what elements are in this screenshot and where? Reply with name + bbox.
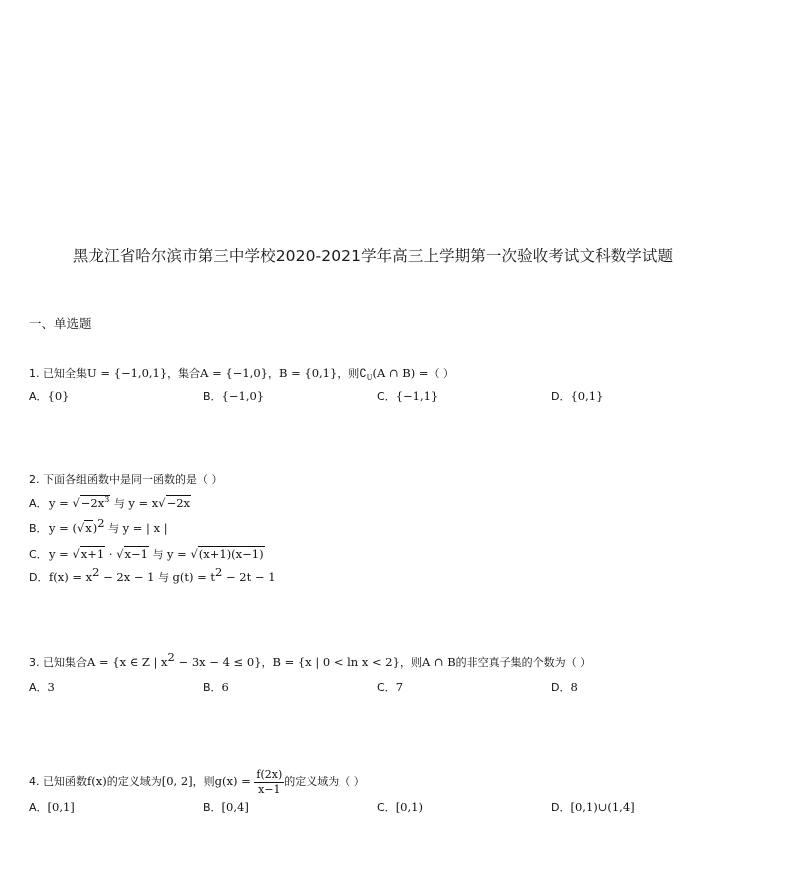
- q1-text-2: ，集合: [167, 367, 201, 380]
- q1-option-a[interactable]: [29, 388, 69, 405]
- math: ·: [105, 547, 117, 561]
- q4-text-4: 的定义域为（ ）: [284, 775, 365, 788]
- math-radicand: x: [85, 521, 92, 535]
- q4-math-2: [0, 2]: [161, 774, 193, 788]
- q1-text-5: （ ）: [428, 367, 455, 380]
- q3-text-1: 3. 已知集合: [29, 656, 87, 669]
- q2-option-a[interactable]: A．$y = √-2x^3$ 与 y = x√−2x: [29, 494, 191, 513]
- q1-option-d[interactable]: [551, 388, 603, 405]
- math-sup: 2: [97, 516, 105, 530]
- q2-option-b[interactable]: B．$y = (√x)^2$ 与 y = | x |: [29, 519, 168, 538]
- connector-text: 与: [113, 497, 125, 510]
- q3-math-1: A = {x ∈ Z | x: [87, 655, 168, 669]
- option-value: [0,1]: [47, 800, 75, 814]
- option-label: A．: [29, 497, 48, 510]
- q1-math-4-sub: U: [366, 374, 373, 383]
- option-value: 6: [221, 680, 229, 694]
- option-label: D．: [551, 390, 571, 403]
- connector-text: 与: [108, 522, 120, 535]
- option-label: D．: [551, 681, 571, 694]
- q4-math-3: g(x) =: [214, 774, 255, 788]
- option-label: A．: [29, 390, 48, 403]
- option-value: {0}: [47, 389, 70, 403]
- math: ): [92, 521, 98, 535]
- math: − 2t − 1: [222, 570, 276, 584]
- q2-option-c[interactable]: C．y = √x+1 · √x−1 与 y = √(x+1)(x−1): [29, 545, 265, 564]
- q3-text-2: ，: [261, 656, 273, 669]
- math-radicand: (x+1)(x−1): [198, 547, 264, 561]
- option-value: {−1,0}: [221, 389, 265, 403]
- option-value: 8: [570, 680, 578, 694]
- q3-option-b[interactable]: [203, 679, 229, 696]
- math: y =: [49, 496, 73, 510]
- option-value: 3: [47, 680, 55, 694]
- q3-math-4: A ∩ B: [421, 655, 456, 669]
- q3-text-4: 的非空真子集的个数为（ ）: [455, 656, 592, 669]
- q3-option-a[interactable]: [29, 679, 55, 696]
- math-radicand: −2x: [166, 496, 191, 510]
- section-heading: 一、单选题: [29, 316, 92, 331]
- q1-math-3: B = {0,1}: [278, 366, 338, 380]
- q4-text-3: ，则: [192, 775, 215, 788]
- option-label: D．: [551, 801, 571, 814]
- q1-option-b[interactable]: [203, 388, 264, 405]
- math: −2x: [80, 496, 105, 510]
- q1-text-1: 1. 已知全集: [29, 367, 87, 380]
- option-value: {0,1}: [570, 389, 604, 403]
- math-sup: 3: [104, 495, 110, 504]
- math-sup: 2: [215, 565, 223, 579]
- math-radicand: x−1: [124, 547, 148, 561]
- q2-option-d[interactable]: [29, 565, 276, 587]
- q3-math-sup: 2: [167, 650, 175, 664]
- question-3-stem: [29, 650, 592, 671]
- q1-math-1: U = {−1,0,1}: [87, 366, 168, 380]
- math: y = x: [128, 496, 159, 510]
- option-label: A．: [29, 801, 48, 814]
- q4-option-c[interactable]: [377, 799, 423, 816]
- option-value: {−1,1}: [395, 389, 439, 403]
- math: y = | x |: [122, 521, 168, 535]
- q3-option-d[interactable]: [551, 679, 578, 696]
- question-4-stem: [29, 766, 365, 797]
- page-title: 黑龙江省哈尔滨市第三中学校2020-2021学年高三上学期第一次验收考试文科数学试题: [72, 247, 674, 265]
- q1-math-2: A = {−1,0}: [200, 366, 268, 380]
- q4-option-b[interactable]: [203, 799, 249, 816]
- q1-math-5: (A ∩ B) =: [372, 366, 429, 380]
- option-label: B．: [203, 801, 222, 814]
- option-label: D．: [29, 571, 49, 584]
- option-label: C．: [377, 390, 396, 403]
- q4-option-a[interactable]: [29, 799, 75, 816]
- connector-text: 与: [158, 571, 169, 584]
- option-label: B．: [203, 390, 222, 403]
- option-label: B．: [203, 681, 222, 694]
- option-label: B．: [29, 522, 48, 535]
- q3-math-3: B = {x | 0 < ln x < 2}: [272, 655, 400, 669]
- math: − 2x − 1: [99, 570, 155, 584]
- option-value: [0,1): [395, 800, 423, 814]
- option-label: C．: [377, 801, 396, 814]
- q3-option-c[interactable]: [377, 679, 403, 696]
- option-label: C．: [29, 548, 48, 561]
- q3-text-3: ，则: [399, 656, 422, 669]
- q4-text-2: 的定义域为: [106, 775, 162, 788]
- math-sup: 2: [92, 565, 100, 579]
- q1-math-4: ∁: [359, 366, 367, 380]
- option-value: [0,4]: [221, 800, 249, 814]
- q1-text-3: ，: [267, 367, 279, 380]
- fraction-numerator: f(2x): [256, 767, 283, 781]
- math: f(x) = x: [49, 570, 93, 584]
- q4-option-d[interactable]: [551, 799, 635, 816]
- math-radicand: x+1: [80, 547, 105, 561]
- math: y = (: [49, 521, 77, 535]
- math: y =: [49, 547, 73, 561]
- q4-text-1: 4. 已知函数: [29, 775, 87, 788]
- math: y =: [166, 547, 191, 561]
- q4-math-1: f(x): [87, 774, 107, 788]
- q4-fraction: [254, 768, 284, 797]
- option-value: [0,1)∪(1,4]: [570, 800, 635, 814]
- math: g(t) = t: [172, 570, 216, 584]
- option-label: A．: [29, 681, 48, 694]
- connector-text: 与: [152, 548, 164, 561]
- question-2-stem: 2. 下面各组函数中是同一函数的是（ ）: [29, 473, 223, 486]
- q1-option-c[interactable]: [377, 388, 438, 405]
- q1-text-4: ，则: [337, 367, 360, 380]
- q3-math-2: − 3x − 4 ≤ 0}: [174, 655, 262, 669]
- question-1-stem: [29, 365, 454, 386]
- option-value: 7: [395, 680, 404, 694]
- option-label: C．: [377, 681, 396, 694]
- fraction-denominator: x−1: [258, 782, 281, 796]
- math-radicand: [80, 495, 111, 510]
